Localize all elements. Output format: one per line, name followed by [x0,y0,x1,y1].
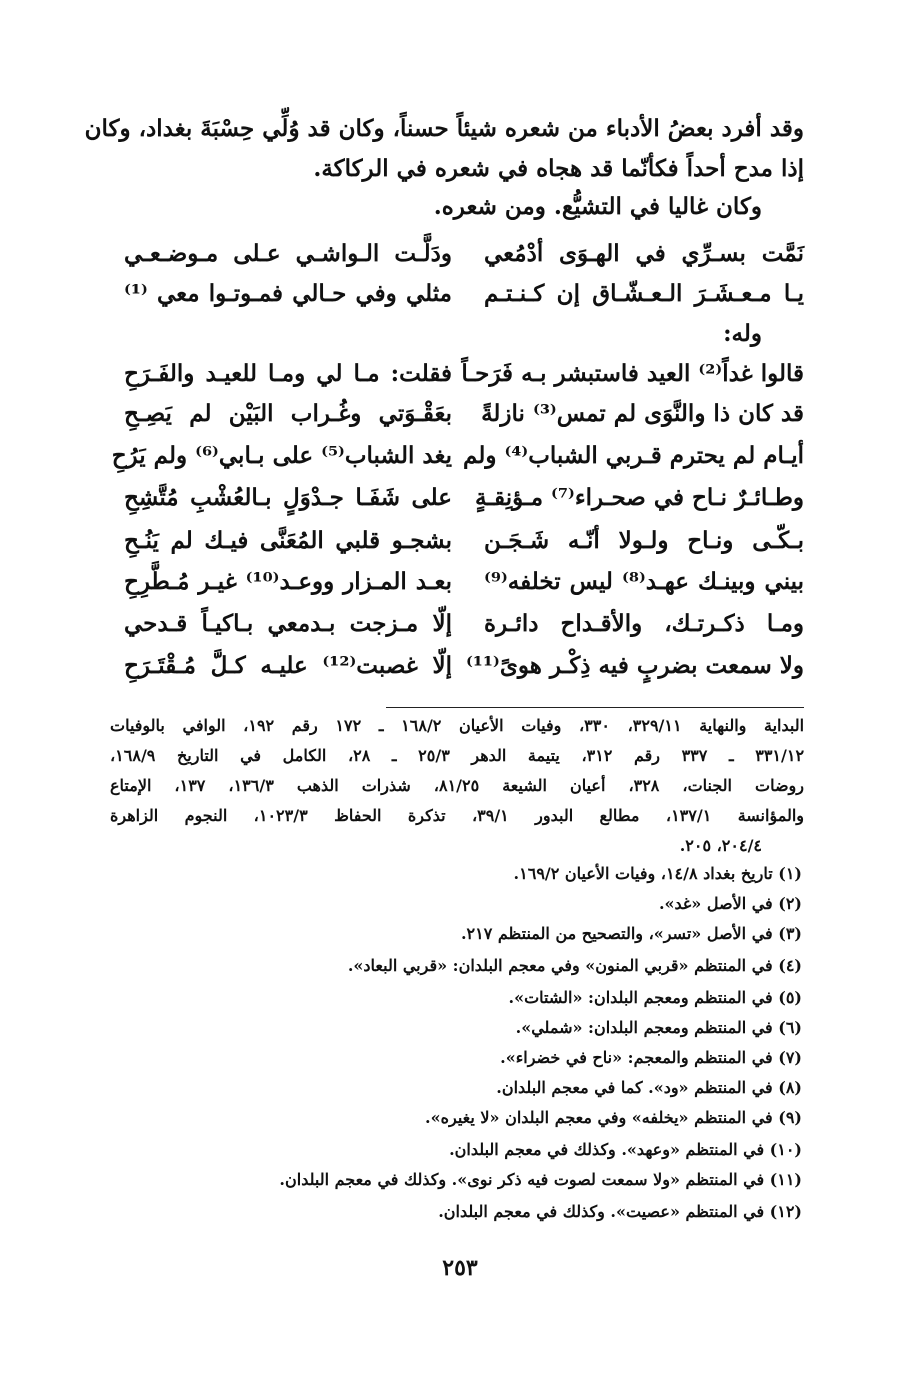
poem1-verse-1-left: ودَلَّـت الـواشـي عـلى مـوضـعـي [124,240,452,267]
poem2-verse-5-left: بشجـو قلبي المُعَنَّى فيـك لم يَنُـحِ [124,527,452,554]
page-number: ٢٥٣ [442,1255,478,1281]
footnote-10: (١٠) في المنتظم «وعهد». وكذلك في معجم البلدان. [449,1140,802,1159]
poem2-verse-3-left: يغد الشباب⁽⁵⁾ على بـابي⁽⁶⁾ ولم يَرُحِ [111,442,452,469]
poem2-verse-1-left: فقلت: مـا لي ومـا للعيـد والفَـرَحِ [124,360,452,387]
sources-line-2: ٣٣١/١٢ ـ ٣٣٧ رقم ٣١٢، يتيمة الدهر ٢٥/٣ ـ ٢٨، الكامل في التاريخ ١٦٨/٩، [110,746,805,765]
poem2-verse-3-right: أيـام لم يحترم قـربي الشباب⁽⁴⁾ ولم [463,442,804,469]
sources-line-4: والمؤانسة ١٣٧/١، مطالع البدور ٣٩/١، تذكرة الحفاظ ١٠٢٣/٣، النجوم الزاهرة [110,806,805,825]
poem1-verse-2-right: يـا مـعـشَـرَ الـعـشّـاق إن كـنـتـم [484,280,804,307]
poem2-verse-8-left: إلّا غصبت⁽¹²⁾ عليـه كـلَّ مُـقْتَـرَحِ [124,652,452,679]
footnote-6: (٦) في المنتظم ومعجم البلدان: «شملي». [515,1018,802,1037]
poem1-verse-1-right: نَمَّت بسـرِّي في الهـوَى أدْمُعي [484,240,804,267]
footnote-8: (٨) في المنتظم «ود». كما في معجم البلدان. [496,1078,802,1097]
footnote-12: (١٢) في المنتظم «عصيت». وكذلك في معجم البلدان. [438,1202,802,1221]
footnote-1: (١) تاريخ بغداد ١٤/٨، وفيات الأعيان ١٦٩/٢. [513,864,802,883]
footnote-2: (٢) في الأصل «غد». [658,894,802,913]
poem1-verse-2-left: مثلي وفي حـالي فمـوتـوا معي ⁽¹⁾ [124,280,452,307]
footnote-4: (٤) في المنتظم «قربي المنون» وفي معجم البلدان: «قربي البعاد». [347,956,802,975]
sources-line-3: روضات الجنات، ٣٢٨، أعيان الشيعة ٨١/٢٥، شذرات الذهب ١٣٦/٣، ١٣٧، الإمتاع [110,776,805,795]
footnote-divider [386,707,804,708]
poem2-verse-7-left: إلّا مـزجت بـدمعي بـاكيـاً قـدحي [124,610,452,637]
poem2-verse-4-right: وطـائـرٌ نـاح في صحـراء⁽⁷⁾ مـؤنِقـةٍ [474,484,804,511]
footnote-7: (٧) في المنتظم والمعجم: «ناح في خضراء». [500,1048,802,1067]
lahu-label: وله: [723,320,762,347]
poem2-verse-6-right: بيني وبينـك عهـد⁽⁸⁾ ليس تخلفه⁽⁹⁾ [484,568,804,595]
intro-shia-line: وكان غاليا في التشيُّع. ومن شعره. [433,193,762,220]
poem2-verse-1-right: قالوا غداً⁽²⁾ العيد فاستبشر بـه فَرَحـاً [461,360,804,387]
poem2-verse-4-left: على شَفَـا جـدْوَلٍ بـالعُشْبِ مُتَّشِحِ [124,484,452,511]
poem2-verse-6-left: بعـد المـزار ووعـد⁽¹⁰⁾ غيـر مُـطَّرِحِ [124,568,452,595]
footnote-11: (١١) في المنتظم «ولا سمعت لصوت فيه ذكر نوى». وكذلك في معجم البلدان. [279,1170,802,1189]
footnote-9: (٩) في المنتظم «يخلفه» وفي معجم البلدان «لا يغيره». [425,1108,802,1127]
intro-line-2: إذا مدح أحداً فكأنّما قد هجاه في شعره في الركاكة. [313,155,804,182]
intro-line-1: وقد أفرد بعضُ الأدباء من شعره شيئاً حسناً، وكان قد وُلِّي حِسْبَةَ بغداد، وكان [84,115,804,142]
footnote-3: (٣) في الأصل «تسر»، والتصحيح من المنتظم ٢١٧. [460,924,802,943]
poem2-verse-2-left: بعَقْـوَتي وغُـراب البَيْن لم يَصِـحِ [124,400,452,427]
poem2-verse-5-right: بـكّـى ونـاح ولـولا أنّـه شَـجَـن [484,527,804,554]
poem2-verse-8-right: ولا سمعت بضربٍ فيه ذِكْـر هوىً⁽¹¹⁾ [466,652,804,679]
sources-line-1: البداية والنهاية ٣٢٩/١١، ٣٣٠، وفيات الأعيان ١٦٨/٢ ـ ١٧٢ رقم ١٩٢، الوافي بالوفيات [110,716,805,735]
poem2-verse-2-right: قد كان ذا والنَّوَى لم تمس⁽³⁾ نازلةً [481,400,804,427]
footnote-5: (٥) في المنتظم ومعجم البلدان: «الشتات». [508,988,802,1007]
sources-line-5: ٢٠٤/٤، ٢٠٥. [679,836,762,855]
poem2-verse-7-right: ومـا ذكـرتـك، والأقـداح دائـرة [484,610,804,637]
